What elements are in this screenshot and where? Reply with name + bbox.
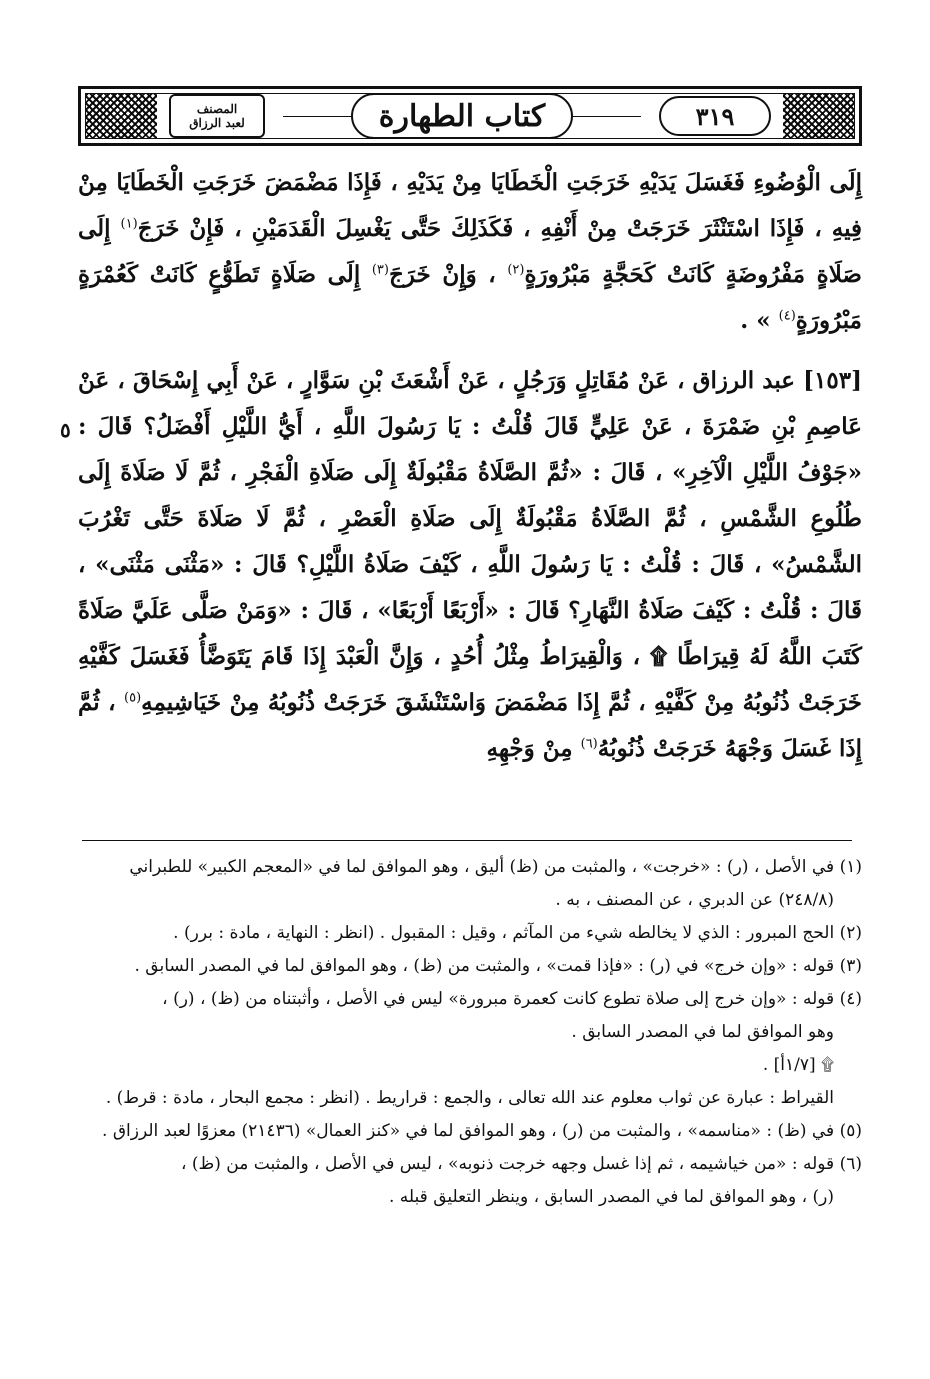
footnote-marker[interactable]: (٤)	[778, 308, 796, 324]
footnote-marker[interactable]: (٥)	[124, 690, 142, 706]
footnote-marker[interactable]: (١)	[120, 216, 138, 232]
footnote-4: (٤) قوله : «وإن خرج إلى صلاة تطوع كانت كعمرة مبرورة» ليس في الأصل ، وأثبتناه من (ظ) ، (ر) ،	[162, 989, 862, 1009]
text-run: » .	[740, 307, 771, 334]
ornament-left	[85, 93, 157, 139]
text-run: إِلَى الْوُضُوءِ فَغَسَلَ يَدَيْهِ خَرَجَتِ الْخَطَايَا مِنْ يَدَيْهِ ، فَإِذَا مَضْمَضَ خَرَجَتِ الْخَطَايَا مِنْ	[78, 169, 862, 196]
logo-line-2: لعبد الرزاق	[189, 116, 245, 130]
header-center	[273, 89, 651, 143]
page-number: ٣١٩	[659, 96, 771, 136]
footnote-3: (٣) قوله : «وإن خرج» في (ر) : «فإذا قمت» ، والمثبت من (ظ) ، وهو الموافق لما في المصدر السابق .	[134, 956, 862, 976]
hadith-number: [١٥٣]	[803, 367, 862, 394]
text-run: ، ثُمَّ إِذَا غَسَلَ وَجْهَهُ خَرَجَتْ ذُنُوبُهُ	[78, 689, 862, 762]
footnote-6-cont: (ر) ، وهو الموافق لما في المصدر السابق ، وينظر التعليق قبله .	[388, 1187, 834, 1207]
margin-line-number: ٥	[60, 418, 71, 442]
narrator-name: عبد الرزاق	[692, 367, 795, 394]
text-run: فِيهِ ، فَإِذَا اسْتَنْثَرَ خَرَجَتْ مِنْ أَنْفِهِ ، فَكَذَلِكَ حَتَّى يَغْسِلَ الْقَدَمَيْنِ ، فَإِنْ خَرَجَ	[137, 215, 862, 242]
folio-note: ۩ [١/٧أ] .	[762, 1055, 834, 1075]
text-run: مِنْ وَجْهِهِ	[486, 735, 573, 762]
footnote-2: (٢) الحج المبرور : الذي لا يخالطه شيء من المآثم ، وقيل : المقبول . (انظر : النهاية ، مادة : برر) .	[173, 923, 862, 943]
text-run: إِلَى صَلَاةٍ مَفْرُوضَةٍ كَانَتْ كَحَجَّةٍ مَبْرُورَةٍ	[78, 215, 862, 288]
folio-mark-icon: ۩	[649, 643, 668, 670]
footnote-5: (٥) في (ظ) : «مناسمه» ، والمثبت من (ر) ، وهو الموافق لما في «كنز العمال» (٢١٤٣٦) معزوًا لعبد الرزاق .	[102, 1121, 862, 1141]
paragraph-hadith-153	[78, 358, 862, 772]
text-run: ، عَنْ مُقَاتِلٍ وَرَجُلٍ ، عَنْ أَشْعَثَ بْنِ سَوَّارٍ ، عَنْ أَبِي إِسْحَاقَ ، عَنْ عَاصِمِ بْنِ ضَمْرَةَ ، عَنْ عَلِيٍّ قَالَ قُلْتُ : يَا رَسُولَ اللَّهِ ، أَيُّ اللَّيْلِ أَفْضَلُ؟ قَالَ : «جَوْفُ اللَّيْلِ الْآخِرِ» ، قَالَ : «ثُمَّ الصَّلَاةُ مَقْبُولَةٌ إِلَى صَلَاةِ الْفَجْرِ ، ثُمَّ لَا صَلَاةَ إِلَى طُلُوعِ الشَّمْسِ ، ثُمَّ الصَّلَاةُ مَقْبُولَةٌ إِلَى صَلَاةِ الْعَصْرِ ، ثُمَّ لَا صَلَاةَ حَتَّى تَغْرُبَ الشَّمْسُ» ، قَالَ : قُلْتُ : يَا رَسُولَ اللَّهِ ، كَيْفَ صَلَاةُ اللَّيْلِ؟ قَالَ : «مَثْنَى مَثْنَى» ، قَالَ : قُلْتُ : كَيْفَ صَلَاةُ النَّهَارِ؟ قَالَ : «أَرْبَعًا أَرْبَعًا» ، قَالَ : «وَمَنْ صَلَّى عَلَيَّ صَلَاةً كَتَبَ اللَّهُ لَهُ قِيرَاطًا	[78, 367, 862, 670]
ornament-right	[783, 93, 855, 139]
footnote-marker[interactable]: (٣)	[371, 262, 389, 278]
page-header	[78, 86, 862, 146]
footnote-4-cont: وهو الموافق لما في المصدر السابق .	[571, 1022, 834, 1042]
footnotes	[78, 852, 862, 1215]
text-run: ، وَإِنْ خَرَجَ	[388, 261, 496, 288]
footnote-divider	[82, 840, 852, 841]
footnote-marker[interactable]: (٢)	[507, 262, 525, 278]
footnote-1-cont: (٢٤٨/٨) عن الدبري ، عن المصنف ، به .	[555, 890, 834, 910]
footnote-6: (٦) قوله : «من خياشيمه ، ثم إذا غسل وجهه خرجت ذنوبه» ، ليس في الأصل ، والمثبت من (ظ) ،	[181, 1154, 862, 1174]
qirat-note: القيراط : عبارة عن ثواب معلوم عند الله تعالى ، والجمع : قراريط . (انظر : مجمع البحار ، مادة : قرط) .	[105, 1088, 834, 1108]
publisher-logo	[169, 94, 265, 138]
logo-line-1: المصنف	[196, 102, 238, 116]
footnote-marker[interactable]: (٦)	[580, 736, 598, 752]
footnote-1: (١) في الأصل ، (ر) : «خرجت» ، والمثبت من (ظ) أليق ، وهو الموافق لما في «المعجم الكبير» للطبراني	[129, 857, 862, 877]
text-run: إِلَى صَلَاةٍ تَطَوُّعٍ كَانَتْ كَعُمْرَةٍ مَبْرُورَةٍ	[78, 261, 862, 334]
book-title: كتاب الطهارة	[378, 98, 546, 134]
title-cartouche	[351, 93, 573, 139]
main-text	[78, 160, 862, 772]
text-run: ، وَالْقِيرَاطُ مِثْلُ أُحُدٍ ، وَإِنَّ الْعَبْدَ إِذَا قَامَ يَتَوَضَّأُ فَغَسَلَ كَفَّيْهِ خَرَجَتْ ذُنُوبُهُ مِنْ كَفَّيْهِ ، ثُمَّ إِذَا مَضْمَضَ وَاسْتَنْشَقَ خَرَجَتْ ذُنُوبُهُ مِنْ خَيَاشِيمِهِ	[78, 643, 862, 716]
paragraph-1	[78, 160, 862, 344]
